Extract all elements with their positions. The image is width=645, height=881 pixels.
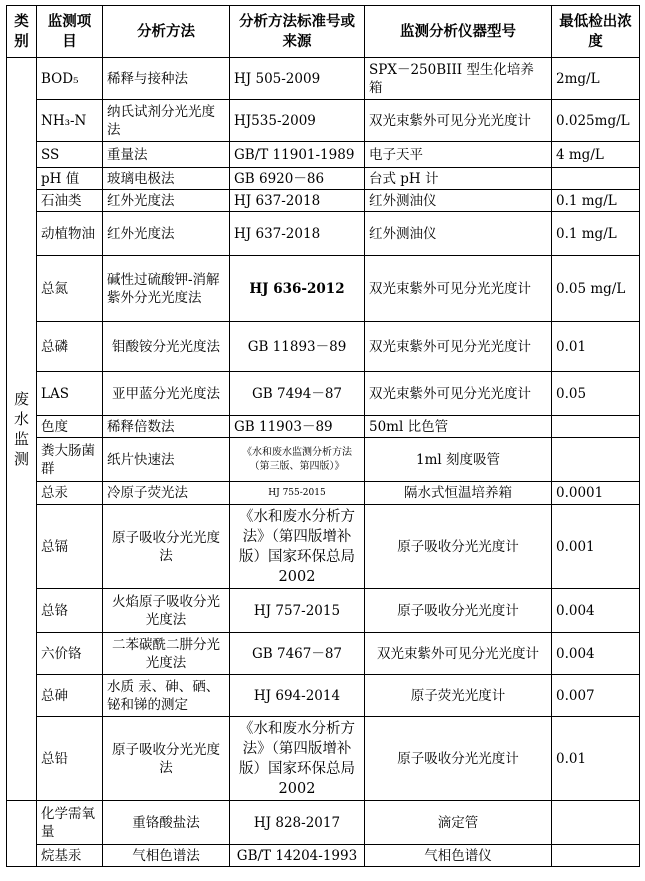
item-cell: 总氮 [37,256,103,322]
limit-cell [552,438,640,482]
instrument-cell: 双光束紫外可见分光光度计 [365,322,552,372]
standard-cell: GB 7494－87 [230,372,365,416]
instrument-cell: 电子天平 [365,142,552,168]
item-cell: 总铅 [37,717,103,801]
instrument-cell: 隔水式恒温培养箱 [365,482,552,505]
standard-cell: HJ 828-2017 [230,801,365,845]
header-standard: 分析方法标准号或来源 [230,6,365,58]
item-cell: 粪大肠菌群 [37,438,103,482]
standard-cell: HJ 637-2018 [230,212,365,256]
item-cell: 石油类 [37,190,103,212]
instrument-cell: 原子荧光光度计 [365,675,552,717]
table-row [7,322,640,372]
instrument-cell: 台式 pH 计 [365,168,552,190]
header-limit: 最低检出浓度 [552,6,640,58]
header-row [7,6,640,58]
limit-cell: 4 mg/L [552,142,640,168]
limit-cell [552,168,640,190]
standard-cell: 《水和废水分析方法》（第四版增补版）国家环保总局 2002 [230,505,365,589]
monitoring-methods-table [6,5,640,867]
standard-cell: GB 6920－86 [230,168,365,190]
item-cell: LAS [37,372,103,416]
instrument-cell: 双光束紫外可见分光光度计 [365,256,552,322]
item-cell: BOD₅ [37,58,103,100]
standard-cell: HJ 755-2015 [230,482,365,505]
item-cell: NH₃-N [37,100,103,142]
limit-cell: 0.0001 [552,482,640,505]
method-cell: 稀释倍数法 [103,416,230,438]
table-row [7,212,640,256]
standard-cell: GB 7467－87 [230,633,365,675]
item-cell: pH 值 [37,168,103,190]
instrument-cell: 红外测油仪 [365,212,552,256]
item-cell: 总镉 [37,505,103,589]
method-cell: 红外光度法 [103,190,230,212]
instrument-cell: 原子吸收分光光度计 [365,717,552,801]
instrument-cell: 红外测油仪 [365,190,552,212]
limit-cell: 0.05 mg/L [552,256,640,322]
method-cell: 钼酸铵分光光度法 [103,322,230,372]
method-cell: 纳氏试剂分光光度法 [103,100,230,142]
table-row [7,845,640,867]
limit-cell [552,801,640,845]
table-row [7,633,640,675]
instrument-cell: 1ml 刻度吸管 [365,438,552,482]
method-cell: 水质 汞、砷、硒、铋和锑的测定 [103,675,230,717]
method-cell: 重量法 [103,142,230,168]
header-category: 类别 [7,6,37,58]
method-cell: 纸片快速法 [103,438,230,482]
instrument-cell: 双光束紫外可见分光光度计 [365,372,552,416]
limit-cell: 2mg/L [552,58,640,100]
table-row [7,416,640,438]
limit-cell: 0.007 [552,675,640,717]
limit-cell: 0.05 [552,372,640,416]
item-cell: 总磷 [37,322,103,372]
category-cell-empty [7,801,37,867]
method-cell: 亚甲蓝分光光度法 [103,372,230,416]
table-row [7,589,640,633]
table-row [7,482,640,505]
standard-cell: 《水和废水监测分析方法（第三版、第四版）》 [230,438,365,482]
method-cell: 玻璃电极法 [103,168,230,190]
method-cell: 重铬酸盐法 [103,801,230,845]
item-cell: 色度 [37,416,103,438]
standard-cell: GB 11903－89 [230,416,365,438]
method-cell: 冷原子荧光法 [103,482,230,505]
standard-cell: HJ 505-2009 [230,58,365,100]
instrument-cell: 原子吸收分光光度计 [365,505,552,589]
standard-cell: HJ 694-2014 [230,675,365,717]
item-cell: SS [37,142,103,168]
method-cell: 红外光度法 [103,212,230,256]
standard-cell: GB/T 11901-1989 [230,142,365,168]
limit-cell: 0.004 [552,633,640,675]
method-cell: 碱性过硫酸钾-消解紫外分光光度法 [103,256,230,322]
method-cell: 稀释与接种法 [103,58,230,100]
limit-cell: 0.004 [552,589,640,633]
limit-cell: 0.1 mg/L [552,190,640,212]
item-cell: 化学需氧量 [37,801,103,845]
table-row [7,100,640,142]
standard-cell: HJ535-2009 [230,100,365,142]
limit-cell: 0.01 [552,717,640,801]
table-row [7,505,640,589]
table-row [7,801,640,845]
instrument-cell: 双光束紫外可见分光光度计 [365,100,552,142]
instrument-cell: SPX－250BIII 型生化培养箱 [365,58,552,100]
standard-cell: HJ 757-2015 [230,589,365,633]
header-instrument: 监测分析仪器型号 [365,6,552,58]
standard-cell: HJ 637-2018 [230,190,365,212]
table-row [7,717,640,801]
instrument-cell: 滴定管 [365,801,552,845]
item-cell: 烷基汞 [37,845,103,867]
item-cell: 六价铬 [37,633,103,675]
item-cell: 总汞 [37,482,103,505]
table-row [7,256,640,322]
standard-cell: HJ 636-2012 [230,256,365,322]
instrument-cell: 气相色谱仪 [365,845,552,867]
method-cell: 二苯碳酰二肼分光光度法 [103,633,230,675]
table-row [7,190,640,212]
limit-cell [552,416,640,438]
category-cell: 废水监测 [7,58,37,801]
header-method: 分析方法 [103,6,230,58]
table-row [7,168,640,190]
item-cell: 总砷 [37,675,103,717]
header-item: 监测项目 [37,6,103,58]
limit-cell: 0.01 [552,322,640,372]
limit-cell: 0.1 mg/L [552,212,640,256]
table-row [7,372,640,416]
standard-cell: GB/T 14204-1993 [230,845,365,867]
standard-cell: 《水和废水分析方法》（第四版增补版）国家环保总局 2002 [230,717,365,801]
standard-cell: GB 11893－89 [230,322,365,372]
instrument-cell: 原子吸收分光光度计 [365,589,552,633]
method-cell: 原子吸收分光光度法 [103,717,230,801]
item-cell: 动植物油 [37,212,103,256]
limit-cell: 0.025mg/L [552,100,640,142]
instrument-cell: 50ml 比色管 [365,416,552,438]
method-cell: 原子吸收分光光度法 [103,505,230,589]
table-row [7,58,640,100]
method-cell: 火焰原子吸收分光光度法 [103,589,230,633]
method-cell: 气相色谱法 [103,845,230,867]
table-row [7,142,640,168]
limit-cell [552,845,640,867]
limit-cell: 0.001 [552,505,640,589]
table-row [7,675,640,717]
instrument-cell: 双光束紫外可见分光光度计 [365,633,552,675]
item-cell: 总铬 [37,589,103,633]
table-row [7,438,640,482]
